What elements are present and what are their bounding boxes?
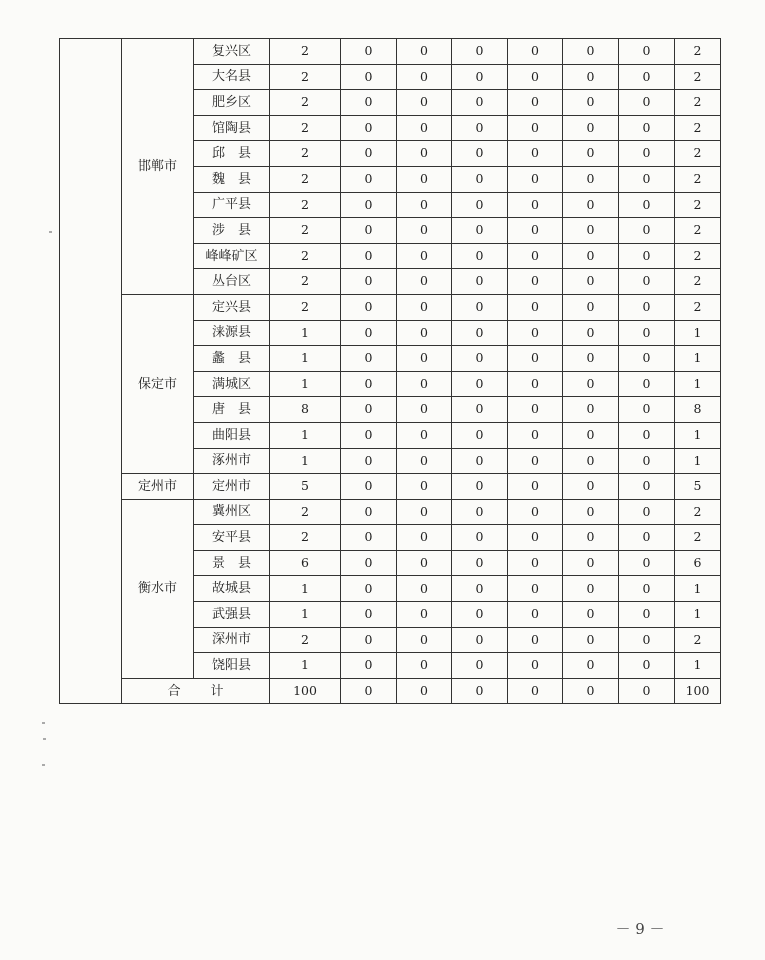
value-cell: 0: [341, 115, 397, 141]
value-cell: 1: [270, 371, 341, 397]
scan-mark: [42, 722, 45, 724]
value-cell: 0: [508, 653, 563, 679]
value-cell: 0: [341, 166, 397, 192]
value-cell: 0: [619, 320, 675, 346]
value-cell: 0: [397, 115, 452, 141]
value-cell: 0: [563, 115, 619, 141]
value-cell: 0: [619, 115, 675, 141]
scan-mark: [43, 738, 46, 740]
value-cell: 2: [270, 115, 341, 141]
value-cell: 8: [270, 397, 341, 423]
city-cell: 保定市: [122, 294, 194, 473]
value-cell: 0: [341, 371, 397, 397]
county-cell: 复兴区: [194, 39, 270, 65]
value-cell: 0: [397, 602, 452, 628]
county-cell: 定兴县: [194, 294, 270, 320]
value-cell: 1: [675, 448, 721, 474]
value-cell: 0: [452, 627, 508, 653]
value-cell: 0: [397, 371, 452, 397]
county-cell: 武强县: [194, 602, 270, 628]
value-cell: 0: [452, 141, 508, 167]
value-cell: 0: [508, 397, 563, 423]
value-cell: 2: [675, 90, 721, 116]
county-cell: 大名县: [194, 64, 270, 90]
value-cell: 0: [619, 39, 675, 65]
value-cell: 0: [563, 64, 619, 90]
value-cell: 0: [563, 602, 619, 628]
value-cell: 0: [341, 320, 397, 346]
county-cell: 饶阳县: [194, 653, 270, 679]
value-cell: 0: [397, 294, 452, 320]
value-cell: 1: [675, 602, 721, 628]
county-cell: 肥乡区: [194, 90, 270, 116]
value-cell: 0: [563, 320, 619, 346]
value-cell: 0: [563, 550, 619, 576]
value-cell: 2: [270, 141, 341, 167]
value-cell: 0: [508, 39, 563, 65]
value-cell: 0: [619, 192, 675, 218]
county-cell: 定州市: [194, 474, 270, 500]
total-label-left: 合: [167, 683, 181, 699]
value-cell: 0: [397, 141, 452, 167]
value-cell: 0: [563, 627, 619, 653]
value-cell: 2: [270, 166, 341, 192]
value-cell: 0: [508, 166, 563, 192]
value-cell: 1: [675, 320, 721, 346]
value-cell: 2: [675, 64, 721, 90]
value-cell: 0: [563, 141, 619, 167]
value-cell: 2: [270, 499, 341, 525]
value-cell: 0: [341, 218, 397, 244]
value-cell: 2: [270, 627, 341, 653]
value-cell: 0: [397, 218, 452, 244]
value-cell: 0: [341, 474, 397, 500]
value-cell: 0: [397, 90, 452, 116]
value-cell: 0: [619, 627, 675, 653]
value-cell: 0: [508, 474, 563, 500]
value-cell: 0: [563, 166, 619, 192]
value-cell: 0: [452, 602, 508, 628]
value-cell: 0: [508, 218, 563, 244]
value-cell: 2: [270, 39, 341, 65]
table-row: [60, 474, 721, 500]
value-cell: 0: [452, 115, 508, 141]
county-cell: 峰峰矿区: [194, 243, 270, 269]
value-cell: 0: [341, 525, 397, 551]
value-cell: 2: [675, 294, 721, 320]
county-cell: 丛台区: [194, 269, 270, 295]
county-cell: 魏 县: [194, 166, 270, 192]
county-cell: 涿州市: [194, 448, 270, 474]
value-cell: 0: [619, 90, 675, 116]
value-cell: 0: [508, 90, 563, 116]
value-cell: 0: [452, 39, 508, 65]
value-cell: 0: [452, 653, 508, 679]
county-cell: 涉 县: [194, 218, 270, 244]
total-value-cell: 0: [397, 678, 452, 704]
value-cell: 1: [675, 346, 721, 372]
total-label-cell: [122, 678, 270, 704]
value-cell: 0: [619, 525, 675, 551]
value-cell: 0: [619, 653, 675, 679]
total-value-cell: 0: [619, 678, 675, 704]
leading-blank-cell: [60, 39, 122, 704]
value-cell: 0: [452, 269, 508, 295]
value-cell: 0: [341, 64, 397, 90]
value-cell: 0: [452, 346, 508, 372]
value-cell: 0: [563, 294, 619, 320]
value-cell: 0: [341, 269, 397, 295]
value-cell: 0: [619, 269, 675, 295]
value-cell: 6: [270, 550, 341, 576]
value-cell: 0: [452, 90, 508, 116]
value-cell: 1: [270, 346, 341, 372]
value-cell: 2: [675, 39, 721, 65]
value-cell: 0: [563, 192, 619, 218]
value-cell: 0: [341, 499, 397, 525]
value-cell: 0: [619, 422, 675, 448]
table-row: [60, 39, 721, 65]
value-cell: 0: [341, 448, 397, 474]
value-cell: 0: [563, 218, 619, 244]
value-cell: 0: [397, 422, 452, 448]
total-value-cell: 100: [675, 678, 721, 704]
value-cell: 0: [341, 576, 397, 602]
value-cell: 0: [452, 499, 508, 525]
total-value-cell: 0: [508, 678, 563, 704]
value-cell: 0: [341, 294, 397, 320]
value-cell: 0: [397, 499, 452, 525]
value-cell: 0: [563, 269, 619, 295]
value-cell: 0: [508, 115, 563, 141]
value-cell: 0: [452, 320, 508, 346]
city-cell: 定州市: [122, 474, 194, 500]
value-cell: 0: [508, 346, 563, 372]
value-cell: 0: [397, 243, 452, 269]
value-cell: 0: [619, 218, 675, 244]
value-cell: 0: [508, 448, 563, 474]
value-cell: 0: [452, 397, 508, 423]
value-cell: 0: [619, 371, 675, 397]
value-cell: 0: [341, 90, 397, 116]
county-cell: 广平县: [194, 192, 270, 218]
county-cell: 唐 县: [194, 397, 270, 423]
value-cell: 0: [341, 141, 397, 167]
value-cell: 0: [563, 525, 619, 551]
county-cell: 安平县: [194, 525, 270, 551]
value-cell: 0: [452, 294, 508, 320]
value-cell: 8: [675, 397, 721, 423]
county-cell: 故城县: [194, 576, 270, 602]
value-cell: 0: [341, 397, 397, 423]
value-cell: 0: [619, 499, 675, 525]
value-cell: 1: [270, 576, 341, 602]
value-cell: 0: [508, 576, 563, 602]
value-cell: 0: [397, 192, 452, 218]
value-cell: 0: [619, 346, 675, 372]
value-cell: 0: [619, 576, 675, 602]
value-cell: 1: [270, 602, 341, 628]
value-cell: 0: [397, 448, 452, 474]
value-cell: 0: [563, 474, 619, 500]
value-cell: 0: [619, 141, 675, 167]
value-cell: 6: [675, 550, 721, 576]
county-cell: 蠡 县: [194, 346, 270, 372]
value-cell: 0: [341, 653, 397, 679]
total-label-right: 计: [210, 683, 224, 699]
county-cell: 满城区: [194, 371, 270, 397]
value-cell: 2: [675, 499, 721, 525]
value-cell: 2: [270, 64, 341, 90]
value-cell: 0: [341, 602, 397, 628]
value-cell: 2: [270, 525, 341, 551]
page-number: － 9 －: [615, 920, 665, 938]
value-cell: 2: [675, 115, 721, 141]
value-cell: 2: [270, 294, 341, 320]
value-cell: 2: [675, 218, 721, 244]
value-cell: 0: [563, 90, 619, 116]
total-value-cell: 100: [270, 678, 341, 704]
value-cell: 0: [452, 422, 508, 448]
value-cell: 0: [619, 448, 675, 474]
value-cell: 2: [675, 525, 721, 551]
county-cell: 曲阳县: [194, 422, 270, 448]
value-cell: 0: [341, 627, 397, 653]
scan-mark: [49, 231, 52, 233]
county-cell: 馆陶县: [194, 115, 270, 141]
value-cell: 0: [563, 422, 619, 448]
value-cell: 0: [397, 525, 452, 551]
value-cell: 0: [341, 192, 397, 218]
value-cell: 0: [397, 576, 452, 602]
value-cell: 0: [508, 550, 563, 576]
value-cell: 0: [397, 269, 452, 295]
value-cell: 0: [341, 39, 397, 65]
value-cell: 2: [675, 243, 721, 269]
value-cell: 1: [675, 576, 721, 602]
value-cell: 0: [508, 141, 563, 167]
value-cell: 0: [452, 64, 508, 90]
value-cell: 1: [675, 422, 721, 448]
value-cell: 0: [452, 218, 508, 244]
value-cell: 0: [452, 474, 508, 500]
value-cell: 5: [270, 474, 341, 500]
total-row: [60, 678, 721, 704]
value-cell: 1: [270, 422, 341, 448]
value-cell: 1: [270, 448, 341, 474]
value-cell: 0: [563, 653, 619, 679]
value-cell: 0: [619, 550, 675, 576]
value-cell: 2: [675, 166, 721, 192]
value-cell: 2: [270, 192, 341, 218]
allocation-table: [59, 38, 721, 704]
value-cell: 0: [397, 550, 452, 576]
value-cell: 1: [270, 320, 341, 346]
value-cell: 0: [397, 346, 452, 372]
value-cell: 0: [508, 422, 563, 448]
value-cell: 0: [563, 243, 619, 269]
value-cell: 0: [508, 294, 563, 320]
value-cell: 0: [452, 576, 508, 602]
county-cell: 景 县: [194, 550, 270, 576]
value-cell: 0: [619, 602, 675, 628]
value-cell: 0: [397, 397, 452, 423]
value-cell: 0: [508, 602, 563, 628]
county-cell: 冀州区: [194, 499, 270, 525]
value-cell: 0: [341, 550, 397, 576]
value-cell: 0: [508, 243, 563, 269]
value-cell: 0: [397, 627, 452, 653]
value-cell: 2: [270, 269, 341, 295]
value-cell: 2: [675, 192, 721, 218]
table-row: [60, 294, 721, 320]
city-cell: 邯郸市: [122, 39, 194, 295]
value-cell: 0: [508, 627, 563, 653]
value-cell: 0: [508, 320, 563, 346]
value-cell: 0: [397, 64, 452, 90]
value-cell: 0: [508, 371, 563, 397]
total-value-cell: 0: [341, 678, 397, 704]
total-value-cell: 0: [563, 678, 619, 704]
scan-mark: [42, 764, 45, 766]
value-cell: 0: [619, 474, 675, 500]
value-cell: 0: [619, 243, 675, 269]
table-body: [60, 39, 721, 704]
value-cell: 0: [452, 243, 508, 269]
value-cell: 0: [452, 448, 508, 474]
value-cell: 5: [675, 474, 721, 500]
value-cell: 0: [341, 346, 397, 372]
value-cell: 0: [397, 320, 452, 346]
value-cell: 0: [452, 550, 508, 576]
value-cell: 2: [270, 218, 341, 244]
value-cell: 2: [270, 90, 341, 116]
value-cell: 0: [619, 397, 675, 423]
value-cell: 0: [397, 166, 452, 192]
county-cell: 邱 县: [194, 141, 270, 167]
value-cell: 0: [452, 166, 508, 192]
value-cell: 0: [508, 269, 563, 295]
value-cell: 0: [508, 64, 563, 90]
value-cell: 0: [563, 576, 619, 602]
value-cell: 1: [675, 653, 721, 679]
value-cell: 0: [397, 474, 452, 500]
value-cell: 2: [675, 269, 721, 295]
value-cell: 0: [619, 166, 675, 192]
value-cell: 0: [563, 397, 619, 423]
value-cell: 0: [563, 346, 619, 372]
value-cell: 0: [341, 243, 397, 269]
value-cell: 0: [619, 294, 675, 320]
county-cell: 涞源县: [194, 320, 270, 346]
table-row: [60, 499, 721, 525]
total-value-cell: 0: [452, 678, 508, 704]
county-cell: 深州市: [194, 627, 270, 653]
value-cell: 0: [563, 499, 619, 525]
value-cell: 2: [675, 141, 721, 167]
value-cell: 0: [563, 371, 619, 397]
value-cell: 2: [270, 243, 341, 269]
value-cell: 0: [452, 371, 508, 397]
city-cell: 衡水市: [122, 499, 194, 678]
value-cell: 1: [270, 653, 341, 679]
value-cell: 0: [563, 448, 619, 474]
value-cell: 0: [397, 653, 452, 679]
value-cell: 0: [508, 192, 563, 218]
value-cell: 0: [397, 39, 452, 65]
value-cell: 0: [508, 499, 563, 525]
value-cell: 0: [508, 525, 563, 551]
value-cell: 0: [619, 64, 675, 90]
value-cell: 2: [675, 627, 721, 653]
value-cell: 0: [452, 192, 508, 218]
value-cell: 1: [675, 371, 721, 397]
value-cell: 0: [452, 525, 508, 551]
value-cell: 0: [341, 422, 397, 448]
value-cell: 0: [563, 39, 619, 65]
